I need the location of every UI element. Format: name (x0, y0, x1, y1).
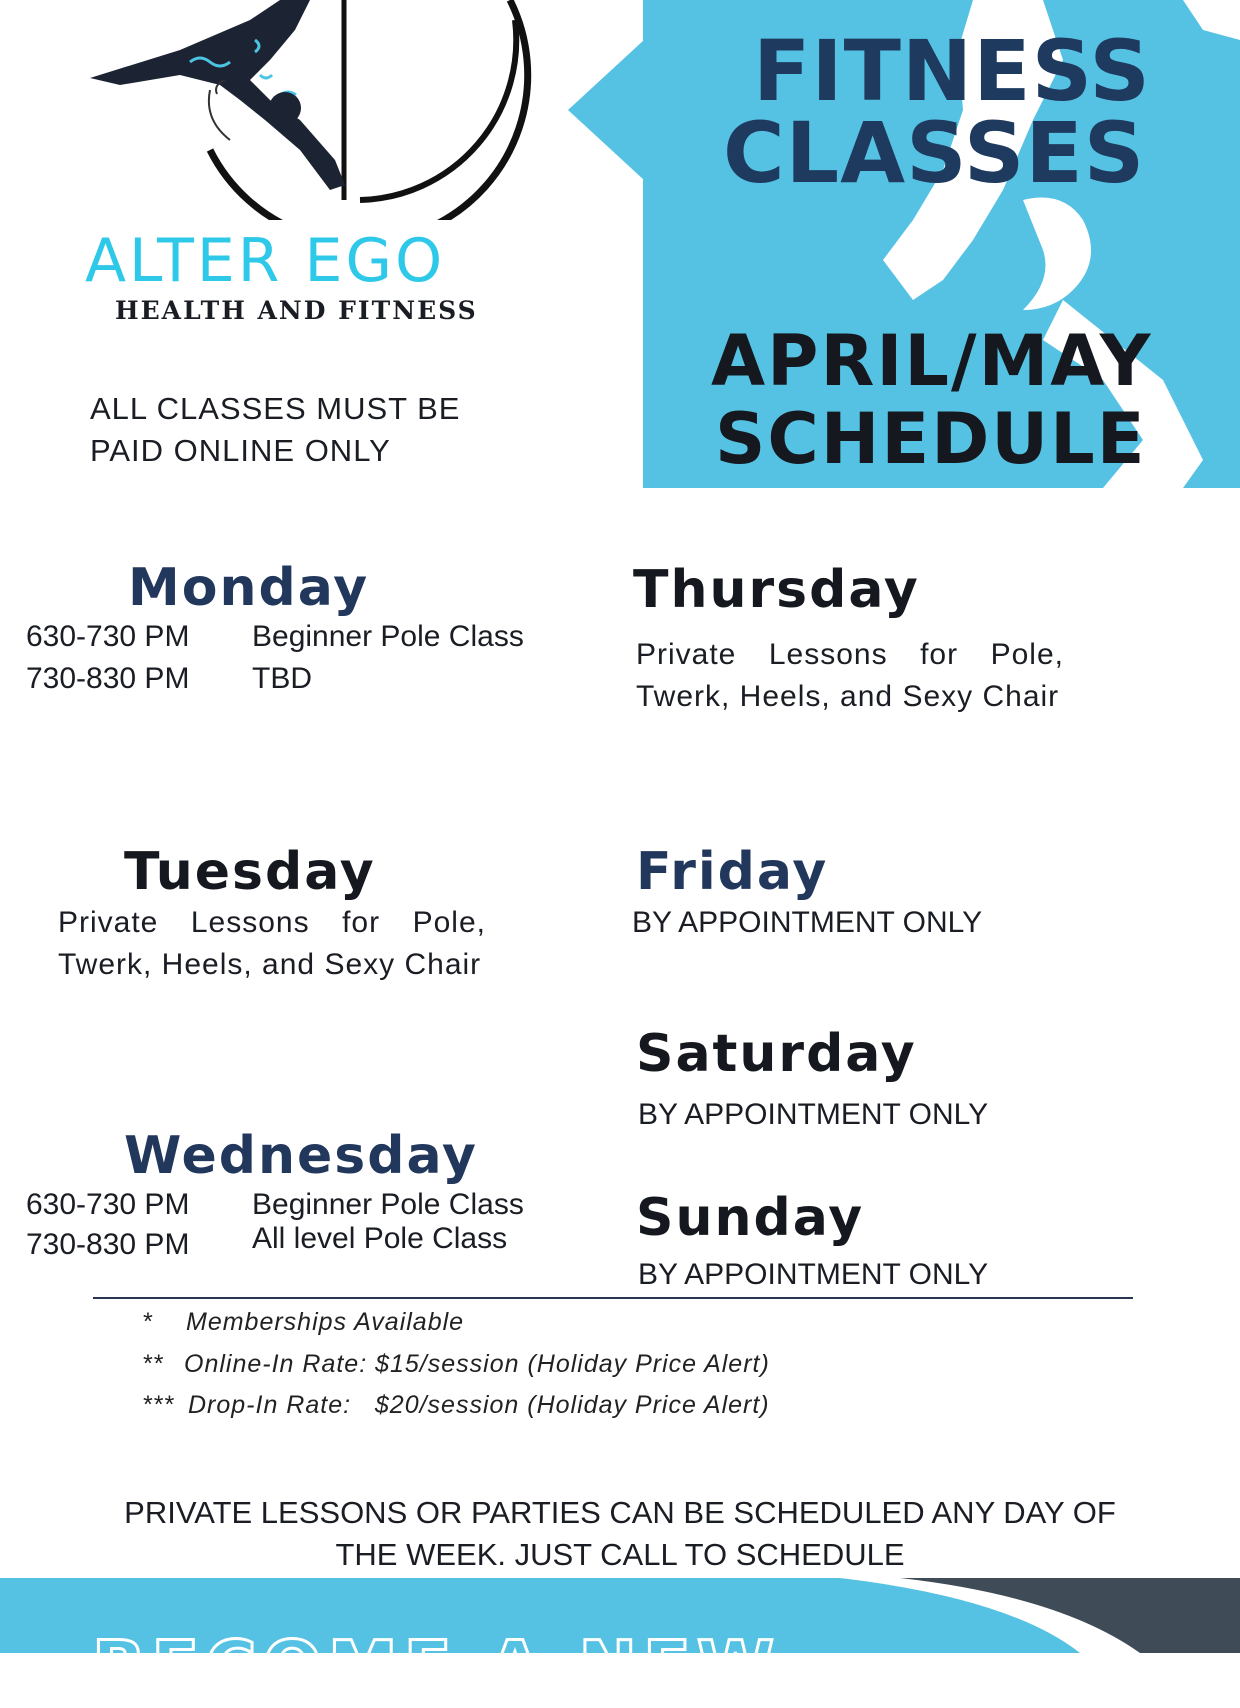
title-line-2: CLASSES (723, 104, 1146, 202)
thursday-desc: Private Lessons for Pole, Twerk, Heels, and Sexy Chair (636, 638, 1064, 713)
monday-class-2: TBD (252, 662, 312, 695)
note-text: Online-In Rate: $15/session (Holiday Price Alert) (184, 1350, 770, 1378)
wednesday-class-1: Beginner Pole Class (252, 1188, 524, 1221)
note-item (142, 1350, 770, 1379)
note-marker: ** (142, 1350, 164, 1378)
schedule-line-2: SCHEDULE (715, 398, 1147, 480)
tuesday-desc: Private Lessons for Pole, Twerk, Heels, and Sexy Chair (58, 906, 486, 981)
banner-text: BECOME A NEW (92, 1626, 781, 1708)
friday-title: Friday (636, 842, 829, 902)
note-item (142, 1308, 464, 1337)
saturday-note: BY APPOINTMENT ONLY (638, 1098, 989, 1131)
footer-message (0, 1492, 1240, 1576)
hero-arrow (568, 40, 644, 180)
sunday-note: BY APPOINTMENT ONLY (638, 1258, 989, 1291)
wednesday-class-2: All level Pole Class (252, 1222, 508, 1255)
note-item (142, 1391, 770, 1420)
note-text: Memberships Available (186, 1308, 465, 1336)
sunday-title: Sunday (636, 1188, 865, 1248)
logo (60, 0, 540, 330)
monday-time-1: 630-730 PM (26, 620, 190, 653)
monday-time-2: 730-830 PM (26, 662, 190, 695)
wednesday-title: Wednesday (124, 1126, 478, 1186)
footer-line-1: PRIVATE LESSONS OR PARTIES CAN BE SCHEDULED ANY DAY OF (124, 1495, 1116, 1530)
bottom-banner (0, 1578, 1240, 1708)
title-line-1: FITNESS (753, 22, 1151, 120)
payment-notice (90, 388, 460, 472)
friday-note: BY APPOINTMENT ONLY (632, 906, 983, 939)
brand-name: ALTER EGO (85, 226, 446, 296)
schedule-line-1: APRIL/MAY (711, 320, 1153, 402)
monday-class-1: Beginner Pole Class (252, 620, 524, 653)
footer-line-2: THE WEEK. JUST CALL TO SCHEDULE (335, 1537, 905, 1572)
divider (93, 1297, 1133, 1299)
pole-dancer-logo-icon (60, 0, 540, 220)
brand-tagline: HEALTH AND FITNESS (115, 296, 478, 325)
monday-title: Monday (128, 558, 370, 618)
hero-panel (643, 0, 1240, 488)
tuesday-title: Tuesday (124, 842, 376, 902)
wednesday-time-1: 630-730 PM (26, 1188, 190, 1221)
monday-row-1 (26, 620, 524, 654)
monday-row-2 (26, 662, 312, 696)
note-text: Drop-In Rate: $20/session (Holiday Price Alert) (188, 1391, 770, 1419)
note-marker: *** (142, 1391, 175, 1419)
thursday-title: Thursday (633, 560, 920, 620)
wednesday-time-2: 730-830 PM (26, 1228, 190, 1261)
wednesday-row-1 (26, 1188, 524, 1222)
notice-line-2: PAID ONLINE ONLY (90, 433, 391, 468)
wednesday-row-2 (26, 1222, 508, 1262)
saturday-title: Saturday (636, 1024, 917, 1084)
notice-line-1: ALL CLASSES MUST BE (90, 391, 461, 426)
note-marker: * (142, 1308, 153, 1336)
